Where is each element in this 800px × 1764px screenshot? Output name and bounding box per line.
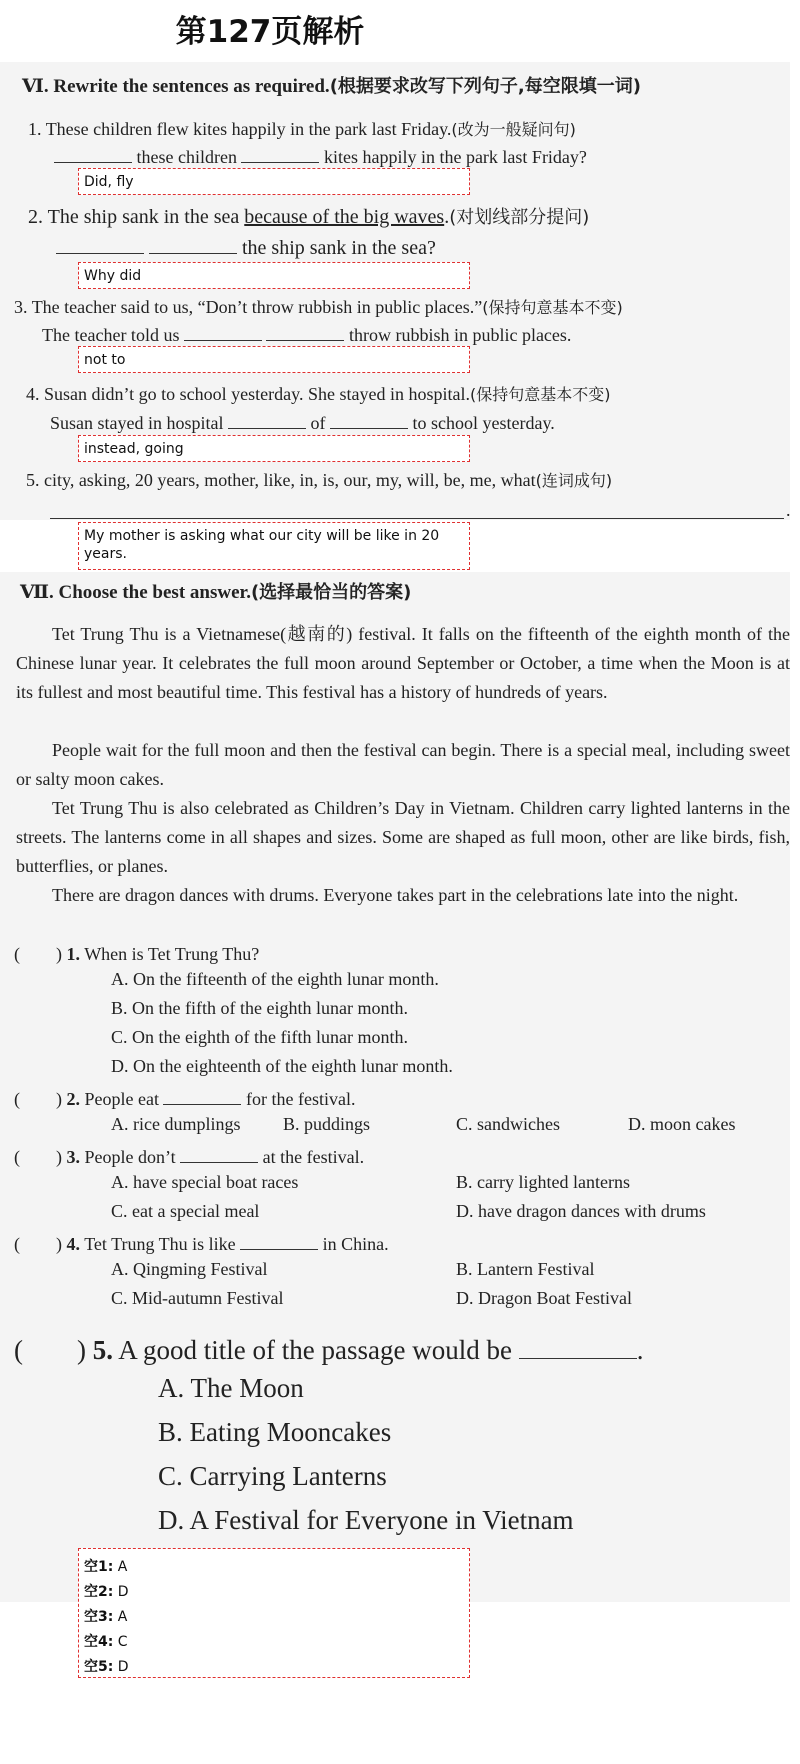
q7-5 <box>14 1328 643 1367</box>
q6-3-blank-line <box>42 324 571 346</box>
section7-heading-en: Choose the best answer. <box>58 582 251 603</box>
q6-2-cn: (对划线部分提问) <box>449 207 590 228</box>
q6-5-num: 5. <box>26 470 40 490</box>
q6-1-blank-line <box>54 146 587 168</box>
answer-label: 空5: <box>84 1659 114 1675</box>
answer-text: My mother is asking what our city will be like in 20 years. <box>84 528 440 562</box>
q7-5-num: 5. <box>92 1335 113 1365</box>
answer-blank <box>149 237 237 254</box>
answer-row-2 <box>84 1580 464 1605</box>
q7-1-option-b: B. On the fifth of the eighth lunar month. <box>111 998 408 1018</box>
answer-box-6-4 <box>78 435 470 462</box>
q6-4-cn: (保持句意基本不变) <box>469 385 611 404</box>
q7-4-stem-post: in China. <box>322 1234 389 1254</box>
answer-paren: ( ) <box>14 1234 62 1254</box>
q7-2-option-a: A. rice dumplings <box>111 1114 241 1134</box>
page-title: 第127页解析 <box>175 14 365 50</box>
q6-2 <box>28 203 589 229</box>
q7-2-num: 2. <box>66 1089 80 1109</box>
answer-row-3 <box>84 1605 464 1630</box>
paragraph-text: People wait for the full moon and then the festival can begin. There is a special meal, including sweet or salty moon cakes. <box>16 740 790 789</box>
q6-4 <box>26 382 610 405</box>
answer-value: A <box>117 1559 128 1575</box>
answer-blank <box>54 146 132 163</box>
q6-2-part: the ship sank in the sea? <box>242 237 436 259</box>
q6-3-pre: The teacher told us <box>42 325 180 345</box>
answer-label: 空4: <box>84 1634 114 1650</box>
answer-box-6-5 <box>78 522 470 570</box>
q7-4-option-b: B. Lantern Festival <box>456 1259 595 1279</box>
answer-blank <box>228 412 306 429</box>
q6-1-num: 1. <box>28 119 42 139</box>
q7-3-num: 3. <box>66 1147 80 1167</box>
q7-4-option-a: A. Qingming Festival <box>111 1259 268 1279</box>
answer-value: D <box>117 1584 129 1600</box>
answer-blank <box>56 237 144 254</box>
q7-2-stem-post: for the festival. <box>245 1089 356 1109</box>
answer-row-5 <box>84 1655 464 1680</box>
answer-label: 空2: <box>84 1584 114 1600</box>
answer-box-7 <box>78 1548 470 1678</box>
q6-3-cn: (保持句意基本不变) <box>482 298 623 317</box>
q6-5-end: . <box>786 500 791 520</box>
q7-2 <box>14 1085 355 1111</box>
q7-4-option-c: C. Mid-autumn Festival <box>111 1288 284 1308</box>
q7-4 <box>14 1230 389 1256</box>
q6-4-mid: of <box>310 413 326 433</box>
q6-2-blank-line <box>56 237 436 260</box>
q7-1-option-c: C. On the eighth of the fifth lunar month. <box>111 1027 408 1047</box>
q7-5-stem-pre: A good title of the passage would be <box>118 1335 512 1365</box>
q6-1-cn: (改为一般疑问句) <box>451 120 576 139</box>
q7-3-option-c: C. eat a special meal <box>111 1201 260 1221</box>
q6-1-part1: these children <box>136 147 237 167</box>
q6-2-underlined: because of the big waves <box>244 206 445 228</box>
answer-text: Did, fly <box>84 174 134 190</box>
answer-blank <box>519 1336 637 1359</box>
answer-box-6-2 <box>78 262 470 289</box>
answer-line <box>50 518 784 519</box>
q7-3-option-a: A. have special boat races <box>111 1172 299 1192</box>
answer-text: instead, going <box>84 441 184 457</box>
q7-3 <box>14 1143 364 1169</box>
answer-blank <box>330 412 408 429</box>
answer-label: 空1: <box>84 1559 114 1575</box>
q7-2-stem-pre: People eat <box>84 1089 159 1109</box>
q7-1-option-d: D. On the eighteenth of the eighth lunar month. <box>111 1056 453 1076</box>
answer-value: A <box>117 1609 128 1625</box>
section7-heading <box>20 578 411 604</box>
q6-5 <box>26 468 612 491</box>
answer-value: D <box>117 1659 129 1675</box>
q6-4-post: to school yesterday. <box>412 413 555 433</box>
section7-roman: Ⅶ. <box>20 582 54 603</box>
answer-row-1 <box>84 1555 464 1580</box>
paragraph-text: Tet Trung Thu is also celebrated as Children’s Day in Vietnam. Children carry lighted lanterns in the streets. The lanterns come in all shapes and sizes. Some are shaped as full moon, other are like birds, fish, butterflies, or planes. <box>16 798 790 876</box>
answer-blank <box>240 1233 318 1250</box>
q6-4-num: 4. <box>26 384 40 404</box>
q6-4-text: Susan didn’t go to school yesterday. She stayed in hospital. <box>44 384 470 404</box>
passage-paragraph-2 <box>16 736 790 794</box>
q6-3-post: throw rubbish in public places. <box>348 325 572 345</box>
q6-2-num: 2. <box>28 206 43 228</box>
q6-1 <box>28 117 576 140</box>
q7-5-option-d: D. A Festival for Everyone in Vietnam <box>158 1505 574 1535</box>
q7-4-num: 4. <box>66 1234 80 1254</box>
q6-1-part2: kites happily in the park last Friday? <box>323 147 587 167</box>
q7-4-stem-pre: Tet Trung Thu is like <box>84 1234 236 1254</box>
answer-row-4 <box>84 1630 464 1655</box>
answer-box-6-3 <box>78 346 470 373</box>
q7-1 <box>14 940 259 966</box>
passage-paragraph-3 <box>16 794 790 881</box>
q7-3-stem-pre: People don’t <box>84 1147 176 1167</box>
q7-5-option-b: B. Eating Mooncakes <box>158 1417 392 1447</box>
answer-paren: ( ) <box>14 1089 62 1109</box>
q7-1-option-a: A. On the fifteenth of the eighth lunar month. <box>111 969 439 989</box>
q6-2-text-post: . <box>444 206 450 228</box>
q7-5-option-a: A. The Moon <box>158 1373 304 1403</box>
q7-5-option-c: C. Carrying Lanterns <box>158 1461 387 1491</box>
section7-heading-cn: (选择最恰当的答案) <box>250 582 412 603</box>
q6-1-text: These children flew kites happily in the park last Friday. <box>45 119 452 139</box>
q6-3 <box>14 295 623 318</box>
answer-blank <box>266 324 344 341</box>
q7-5-stem-post: . <box>636 1335 644 1365</box>
q7-1-num: 1. <box>66 944 80 964</box>
section6-heading-cn: (根据要求改写下列句子,每空限填一词) <box>329 76 641 97</box>
q6-5-cn: (连词成句) <box>535 471 613 490</box>
q6-4-pre: Susan stayed in hospital <box>50 413 224 433</box>
q7-2-option-d: D. moon cakes <box>628 1114 736 1134</box>
answer-blank <box>163 1088 241 1105</box>
answer-paren: ( ) <box>14 944 62 964</box>
q7-3-option-d: D. have dragon dances with drums <box>456 1201 706 1221</box>
answer-box-6-1 <box>78 168 470 195</box>
answer-paren: ( ) <box>14 1335 86 1365</box>
answer-blank <box>184 324 262 341</box>
q7-2-option-c: C. sandwiches <box>456 1114 560 1134</box>
q7-1-stem: When is Tet Trung Thu? <box>84 944 260 964</box>
q7-3-option-b: B. carry lighted lanterns <box>456 1172 630 1192</box>
answer-value: C <box>117 1634 128 1650</box>
q7-3-stem-post: at the festival. <box>262 1147 365 1167</box>
answer-paren: ( ) <box>14 1147 62 1167</box>
q7-4-option-d: D. Dragon Boat Festival <box>456 1288 632 1308</box>
answer-blank <box>180 1146 258 1163</box>
q6-2-text-pre: The ship sank in the sea <box>47 206 240 228</box>
section6-heading <box>22 72 641 98</box>
answer-label: 空3: <box>84 1609 114 1625</box>
answer-text: Why did <box>84 268 142 284</box>
q6-4-blank-line <box>50 412 555 434</box>
answer-blank <box>241 146 319 163</box>
q6-3-num: 3. <box>14 297 28 317</box>
passage-paragraph-1 <box>16 620 790 707</box>
answer-text: not to <box>84 352 126 368</box>
q6-3-text: The teacher said to us, “Don’t throw rubbish in public places.” <box>31 297 483 317</box>
paragraph-text: Tet Trung Thu is a Vietnamese(越南的) festival. It falls on the fifteenth of the eighth month of the Chinese lunar year. It celebrates the full moon around September or October, a time when the Moon is at its fullest and most beautiful time. This festival has a history of hundreds of years. <box>16 624 790 702</box>
section6-roman: Ⅵ. <box>22 76 49 97</box>
section6-heading-en: Rewrite the sentences as required. <box>53 76 330 97</box>
q7-2-option-b: B. puddings <box>283 1114 371 1134</box>
q6-5-text: city, asking, 20 years, mother, like, in, is, our, my, will, be, me, what <box>44 470 536 490</box>
passage-paragraph-4 <box>16 881 790 910</box>
paragraph-text: There are dragon dances with drums. Everyone takes part in the celebrations late into the night. <box>52 885 739 905</box>
